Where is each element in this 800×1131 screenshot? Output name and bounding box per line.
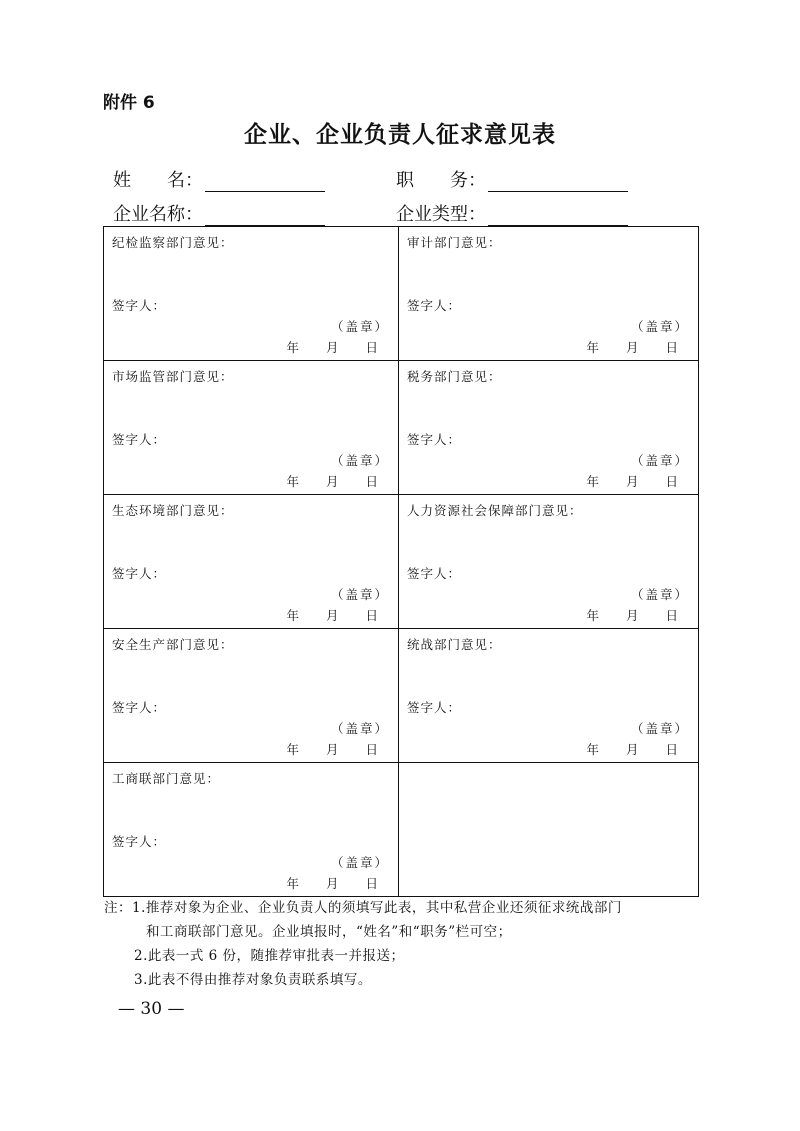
- year-label: 年: [286, 608, 299, 623]
- day-label: 日: [365, 876, 378, 891]
- year-label: 年: [286, 474, 299, 489]
- year-label: 年: [586, 742, 599, 757]
- signer-label: 签字人：: [112, 834, 167, 849]
- attachment-label: 附件 6: [103, 93, 155, 113]
- name-field: [113, 166, 325, 192]
- day-label: 日: [665, 474, 678, 489]
- signer-label: 签字人：: [112, 700, 167, 715]
- signer-label: 签字人：: [407, 566, 462, 581]
- year-label: 年: [286, 340, 299, 355]
- seal-label: （盖章）: [630, 453, 689, 468]
- dept-label: 审计部门意见：: [407, 235, 502, 250]
- opinion-cell-tax[interactable]: [399, 361, 699, 495]
- opinion-cell-safety[interactable]: [104, 629, 399, 763]
- day-label: 日: [665, 340, 678, 355]
- year-label: 年: [586, 474, 599, 489]
- note-text: 3.此表不得由推荐对象负责联系填写。: [134, 972, 372, 988]
- form-title: 企业、企业负责人征求意见表: [244, 121, 556, 148]
- month-label: 月: [625, 474, 639, 489]
- name-input-line[interactable]: [205, 169, 325, 192]
- signer-label: 签字人：: [112, 432, 167, 447]
- opinion-cell-hr[interactable]: [399, 495, 699, 629]
- year-label: 年: [586, 608, 599, 623]
- signer-label: 签字人：: [407, 432, 462, 447]
- dept-label: 生态环境部门意见：: [112, 503, 234, 518]
- dept-label: 统战部门意见：: [407, 637, 502, 652]
- opinion-table: [103, 226, 699, 897]
- table-row: [104, 763, 699, 897]
- dept-label: 安全生产部门意见：: [112, 637, 234, 652]
- day-label: 日: [365, 608, 378, 623]
- date-line: [586, 740, 678, 758]
- month-label: 月: [325, 474, 339, 489]
- table-row: [104, 227, 699, 361]
- seal-label: （盖章）: [630, 319, 689, 334]
- note-item: [104, 920, 622, 944]
- dept-label: 税务部门意见：: [407, 369, 502, 384]
- day-label: 日: [665, 742, 678, 757]
- seal-label: （盖章）: [330, 319, 389, 334]
- signer-label: 签字人：: [407, 700, 462, 715]
- seal-label: （盖章）: [330, 453, 389, 468]
- date-line: [286, 606, 378, 624]
- date-line: [586, 606, 678, 624]
- page-number: — 30 —: [118, 999, 185, 1019]
- company-type-label: 企业类型：: [396, 204, 486, 225]
- opinion-cell-united-front[interactable]: [399, 629, 699, 763]
- dept-label: 纪检监察部门意见：: [112, 235, 234, 250]
- year-label: 年: [586, 340, 599, 355]
- note-item: [104, 944, 622, 968]
- month-label: 月: [625, 340, 639, 355]
- company-name-input-line[interactable]: [205, 203, 325, 226]
- position-field: [396, 166, 628, 192]
- day-label: 日: [365, 474, 378, 489]
- table-row: [104, 629, 699, 763]
- note-text: 2.此表一式 6 份，随推荐审批表一并报送；: [134, 948, 405, 964]
- date-line: [286, 874, 378, 892]
- day-label: 日: [665, 608, 678, 623]
- company-type-field: [396, 200, 628, 226]
- table-row: [104, 495, 699, 629]
- opinion-cell-commerce-federation[interactable]: [104, 763, 399, 897]
- position-input-line[interactable]: [488, 169, 628, 192]
- position-label: 职 务：: [396, 170, 486, 191]
- opinion-cell-market[interactable]: [104, 361, 399, 495]
- notes: [104, 896, 622, 992]
- month-label: 月: [625, 742, 639, 757]
- date-line: [286, 472, 378, 490]
- seal-label: （盖章）: [330, 587, 389, 602]
- signer-label: 签字人：: [112, 298, 167, 313]
- dept-label: 市场监管部门意见：: [112, 369, 234, 384]
- empty-cell: [399, 763, 699, 897]
- day-label: 日: [365, 742, 378, 757]
- month-label: 月: [325, 876, 339, 891]
- year-label: 年: [286, 876, 299, 891]
- month-label: 月: [325, 742, 339, 757]
- dept-label: 人力资源社会保障部门意见：: [407, 503, 583, 518]
- company-name-field: [113, 200, 325, 226]
- signer-label: 签字人：: [407, 298, 462, 313]
- company-type-input-line[interactable]: [488, 203, 628, 226]
- opinion-cell-audit[interactable]: [399, 227, 699, 361]
- signer-label: 签字人：: [112, 566, 167, 581]
- date-line: [586, 472, 678, 490]
- dept-label: 工商联部门意见：: [112, 771, 221, 786]
- name-label: 姓 名：: [113, 170, 203, 191]
- note-item: [104, 896, 622, 920]
- opinion-cell-ecology[interactable]: [104, 495, 399, 629]
- day-label: 日: [365, 340, 378, 355]
- table-row: [104, 361, 699, 495]
- company-name-label: 企业名称：: [113, 204, 203, 225]
- seal-label: （盖章）: [630, 721, 689, 736]
- note-text: 和工商联部门意见。企业填报时，“姓名”和“职务”栏可空；: [146, 924, 512, 940]
- date-line: [286, 338, 378, 356]
- month-label: 月: [325, 608, 339, 623]
- notes-prefix: 注：: [104, 900, 132, 916]
- opinion-cell-discipline[interactable]: [104, 227, 399, 361]
- date-line: [286, 740, 378, 758]
- note-text: 1.推荐对象为企业、企业负责人的须填写此表，其中私营企业还须征求统战部门: [132, 900, 622, 916]
- seal-label: （盖章）: [630, 587, 689, 602]
- seal-label: （盖章）: [330, 855, 389, 870]
- seal-label: （盖章）: [330, 721, 389, 736]
- date-line: [586, 338, 678, 356]
- month-label: 月: [325, 340, 339, 355]
- note-item: [104, 968, 622, 992]
- month-label: 月: [625, 608, 639, 623]
- year-label: 年: [286, 742, 299, 757]
